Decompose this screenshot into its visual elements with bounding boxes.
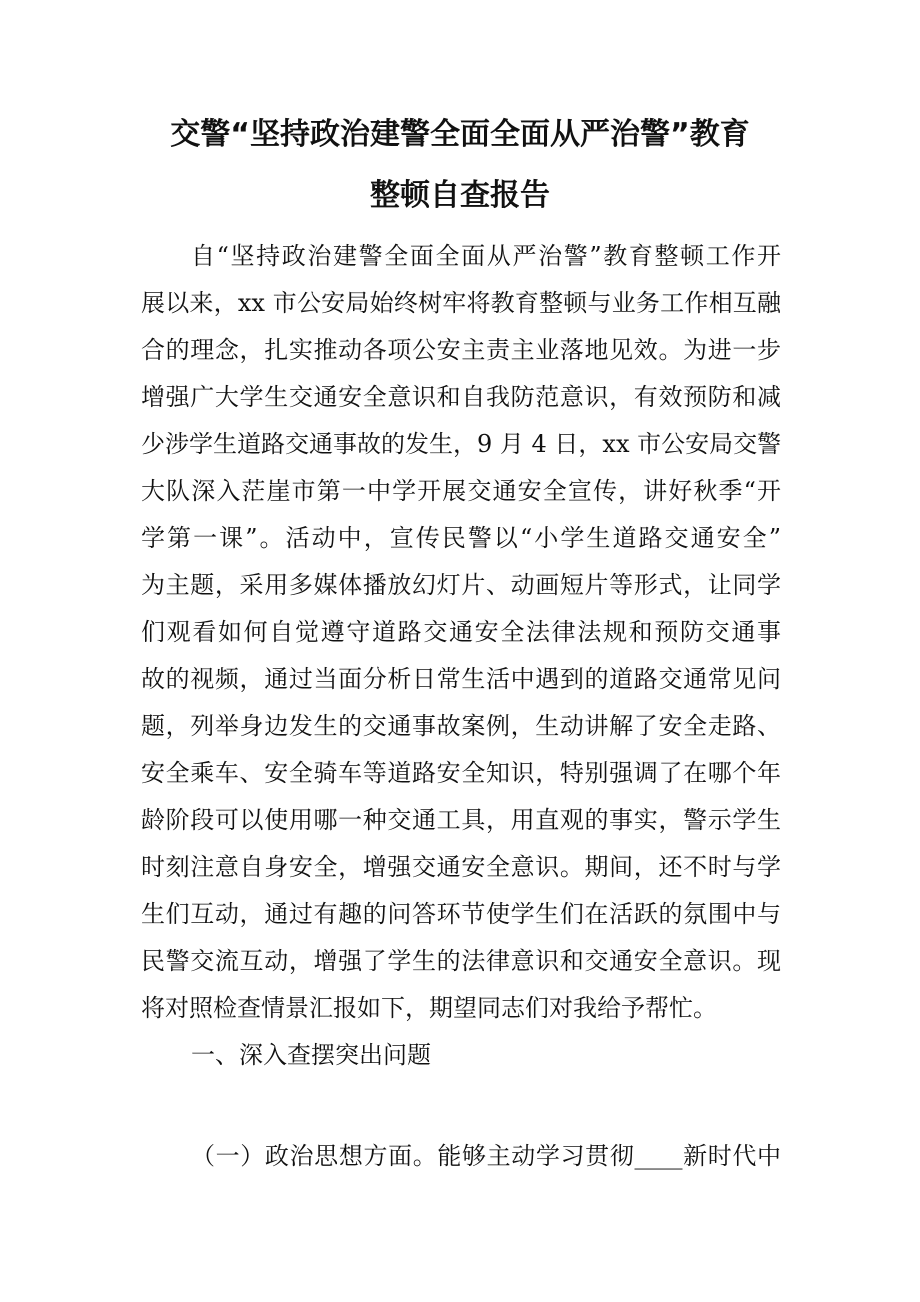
paragraph-line: 将对照检查情景汇报如下，期望同志们对我给予帮忙。 — [141, 994, 717, 1022]
paragraph-line: 学第一课”。活动中，宣传民警以“小学生道路交通安全” — [141, 524, 781, 552]
document-title-line-2: 整顿自查报告 — [370, 178, 550, 213]
paragraph-line: 题，列举身边发生的交通事故案例，生动讲解了安全走路、 — [141, 712, 781, 740]
paragraph-line: 增强广大学生交通安全意识和自我防范意识，有效预防和减 — [141, 383, 781, 411]
paragraph-line: 少涉学生道路交通事故的发生，9 月 4 日，xx 市公安局交警 — [141, 430, 782, 458]
paragraph-line: 为主题，采用多媒体播放幻灯片、动画短片等形式，让同学 — [141, 571, 781, 599]
paragraph-line: 自“坚持政治建警全面全面从严治警”教育整顿工作开 — [191, 242, 781, 270]
paragraph-line: 安全乘车、安全骑车等道路安全知识，特别强调了在哪个年 — [141, 759, 781, 787]
paragraph-line: 龄阶段可以使用哪一种交通工具，用直观的事实，警示学生 — [141, 806, 781, 834]
section-heading: 一、深入查摆突出问题 — [191, 1041, 431, 1069]
paragraph-line: 合的理念，扎实推动各项公安主责主业落地见效。为进一步 — [141, 336, 781, 364]
paragraph-line: 故的视频，通过当面分析日常生活中遇到的道路交通常见问 — [141, 665, 781, 693]
paragraph-line: 生们互动，通过有趣的问答环节使学生们在活跃的氛围中与 — [141, 900, 781, 928]
paragraph-line: 民警交流互动，增强了学生的法律意识和交通安全意识。现 — [141, 947, 781, 975]
paragraph-line: 们观看如何自觉遵守道路交通安全法律法规和预防交通事 — [141, 618, 781, 646]
subsection-line: （一）政治思想方面。能够主动学习贯彻____新时代中 — [191, 1142, 781, 1170]
paragraph-line: 大队深入茫崖市第一中学开展交通安全宣传，讲好秋季“开 — [141, 477, 781, 505]
paragraph-line: 展以来，xx 市公安局始终树牢将教育整顿与业务工作相互融 — [141, 289, 781, 317]
paragraph-line: 时刻注意自身安全，增强交通安全意识。期间，还不时与学 — [141, 853, 781, 881]
document-title-line-1: 交警“坚持政治建警全面全面从严治警”教育 — [170, 117, 750, 152]
